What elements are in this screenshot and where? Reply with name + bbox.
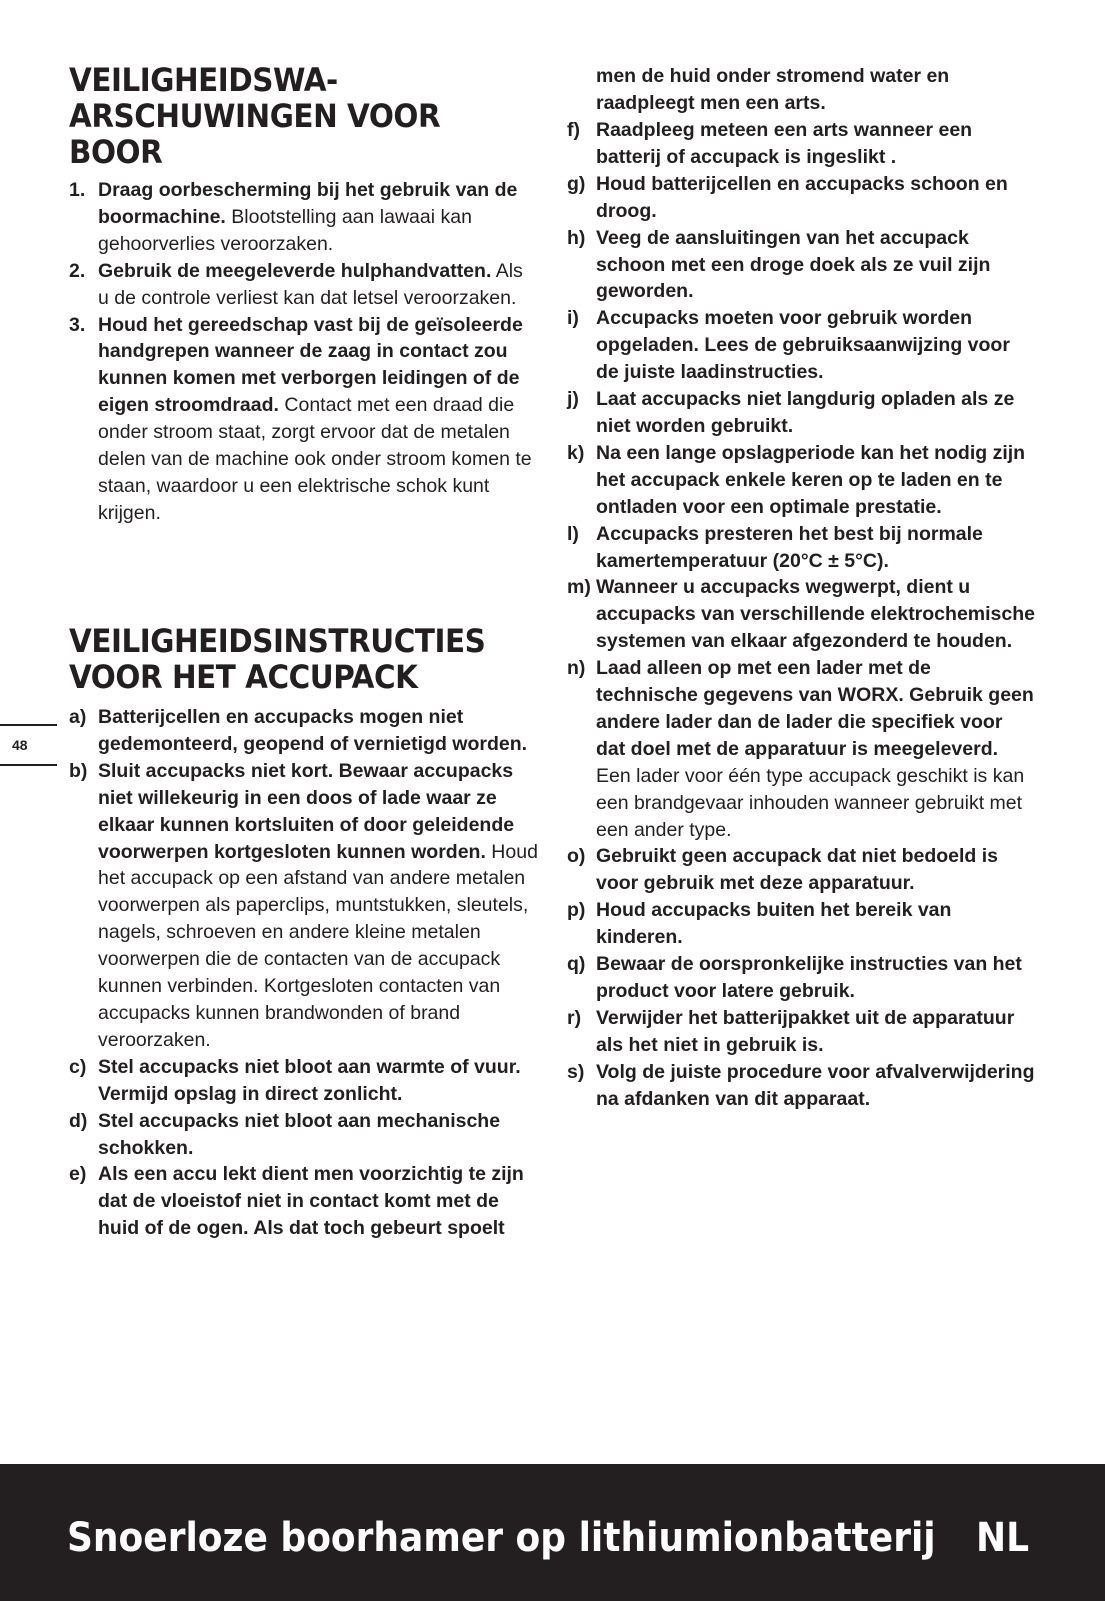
list-item [69, 758, 539, 1054]
battery-safety-list-left [69, 704, 539, 1242]
list-item [567, 386, 1037, 440]
list-item [567, 951, 1037, 1005]
list-item [567, 655, 1037, 843]
footer-banner [0, 1464, 1105, 1601]
bold-instruction: Als een accu lekt dient men voorzichtig te zijn dat de vloeistof niet in contact komt met de huid of de ogen. Als dat toch gebeurt spoelt [98, 1163, 524, 1240]
list-marker: j) [567, 388, 579, 411]
list-item [69, 1108, 539, 1162]
bold-instruction: Raadpleeg meteen een arts wanneer een batterij of accupack is ingeslikt . [596, 119, 973, 168]
bold-instruction: Gebruikt geen accupack dat niet bedoeld is voor gebruik met deze apparatuur. [596, 845, 999, 895]
list-item [567, 225, 1037, 306]
bold-instruction: Batterijcellen en accupacks mogen niet gedemonteerd, geopend of vernietigd worden. [98, 706, 528, 755]
list-marker: r) [567, 1006, 582, 1029]
footer-language: NL [976, 1515, 1030, 1561]
drill-safety-list [69, 177, 539, 527]
list-item [567, 171, 1037, 225]
battery-safety-list-right [567, 117, 1037, 1113]
bold-instruction: Sluit accupacks niet kort. Bewaar accupacks niet willekeurig in een doos of lade waar ze elkaar kunnen kortsluiten of door geleidende voorwerpen kortgesloten kunnen worden. [98, 759, 515, 863]
list-marker: b) [69, 759, 88, 782]
list-item [69, 258, 539, 312]
bold-instruction: Draag oorbescherming bij het gebruik van de boormachine. [98, 179, 518, 228]
bold-instruction: Volg de juiste procedure voor afvalverwijdering na afdanken van dit apparaat. [596, 1060, 1035, 1110]
list-marker: d) [69, 1109, 88, 1132]
list-item [567, 1005, 1037, 1059]
bold-instruction: Wanneer u accupacks wegwerpt, dient u accupacks van verschillende elektrochemische systemen van elkaar afgezonderd te houden. [596, 576, 1035, 653]
list-marker: k) [567, 441, 585, 464]
list-item [69, 704, 539, 758]
bold-instruction: Bewaar de oorspronkelijke instructies van het product voor latere gebruik. [596, 953, 1022, 1002]
bold-instruction: Veeg de aansluitingen van het accupack schoon met een droge doek als ze vuil zijn geworden. [596, 226, 991, 303]
explanation-text: Een lader voor één type accupack geschikt is kan een brandgevaar inhouden wanneer gebruikt met een ander type. [596, 764, 1025, 841]
list-item [69, 312, 539, 527]
list-marker: i) [567, 307, 579, 330]
bold-instruction: Laad alleen op met een lader met de technische gegevens van WORX. Gebruik geen andere lader dan de lader die specifiek voor dat doel met de apparatuur is meegeleverd. [596, 657, 1034, 760]
bold-instruction: Laat accupacks niet langdurig opladen als ze niet worden gebruikt. [596, 388, 1015, 437]
list-item [69, 1054, 539, 1108]
list-item [567, 574, 1037, 655]
list-marker: f) [567, 119, 580, 141]
bold-instruction: Houd accupacks buiten het bereik van kinderen. [596, 899, 952, 949]
explanation-text: Blootstelling aan lawaai kan gehoorverlies veroorzaken. [98, 205, 472, 255]
explanation-text: Als u de controle verliest kan dat letsel veroorzaken. [98, 259, 523, 309]
list-marker: 2. [69, 259, 86, 282]
footer-title: Snoerloze boorhamer op lithiumionbatterij [67, 1515, 936, 1561]
bold-instruction: Verwijder het batterijpakket uit de apparatuur als het niet in gebruik is. [596, 1006, 1015, 1056]
list-marker: e) [69, 1163, 87, 1186]
bold-instruction: Houd het gereedschap vast bij de geïsoleerde handgrepen wanneer de zaag in contact zou kunnen komen met verborgen leidingen of de eigen stroomdraad. [98, 313, 523, 417]
list-item [69, 177, 539, 258]
list-marker: l) [567, 522, 579, 545]
bold-instruction: Accupacks moeten voor gebruik worden opgeladen. Lees de gebruiksaanwijzing voor de juiste laadinstructies. [596, 307, 1010, 384]
bold-instruction: Accupacks presteren het best bij normale kamertemperatuur (20°C ± 5°C). [596, 522, 983, 572]
list-marker: n) [567, 657, 586, 680]
list-item [567, 843, 1037, 897]
page-number: 48 [0, 724, 57, 766]
list-marker: h) [567, 226, 586, 249]
list-item [567, 305, 1037, 386]
list-marker: s) [567, 1060, 585, 1083]
list-item [567, 521, 1037, 575]
list-marker: g) [567, 172, 586, 195]
list-item [69, 1161, 539, 1242]
list-item [567, 117, 1037, 171]
continuation-text: men de huid onder stromend water en raadpleegt men een arts. [596, 65, 950, 114]
explanation-text: Houd het accupack op een afstand van andere metalen voorwerpen als paperclips, muntstukken, sleutels, nagels, schroeven en andere kleine metalen voorwerpen die de contacten van de accupack kunnen verbinden. Kortgesloten contacten van accupacks kunnen brandwonden of brand veroorzaken. [98, 840, 538, 1051]
bold-instruction: Stel accupacks niet bloot aan mechanische schokken. [98, 1109, 501, 1159]
list-item [567, 897, 1037, 951]
battery-safety-heading: VEILIGHEIDSINSTRUCTIES VOOR HET ACCUPACK [69, 622, 486, 696]
drill-safety-heading: VEILIGHEIDSWA- ARSCHUWINGEN VOOR BOOR [69, 61, 441, 171]
bold-instruction: Gebruik de meegeleverde hulphandvatten. [98, 259, 492, 282]
bold-instruction: Houd batterijcellen en accupacks schoon en droog. [596, 172, 1008, 222]
list-marker: 3. [69, 313, 86, 336]
list-marker: p) [567, 899, 586, 922]
explanation-text: Contact met een draad die onder stroom staat, zorgt ervoor dat de metalen delen van de machine ook onder stroom komen te staan, waardoor u een elektrische schok kunt krijgen. [98, 394, 532, 524]
bold-instruction: Stel accupacks niet bloot aan warmte of vuur. Vermijd opslag in direct zonlicht. [98, 1055, 521, 1105]
bold-instruction: Na een lange opslagperiode kan het nodig zijn het accupack enkele keren op te laden en te ontladen voor een optimale prestatie. [596, 441, 1026, 518]
list-marker: o) [567, 845, 586, 868]
list-marker: 1. [69, 179, 86, 201]
list-item [567, 440, 1037, 521]
list-marker: a) [69, 706, 87, 728]
list-marker: q) [567, 953, 586, 976]
list-marker: c) [69, 1055, 87, 1078]
list-item [567, 1059, 1037, 1113]
list-marker: m) [567, 576, 591, 599]
